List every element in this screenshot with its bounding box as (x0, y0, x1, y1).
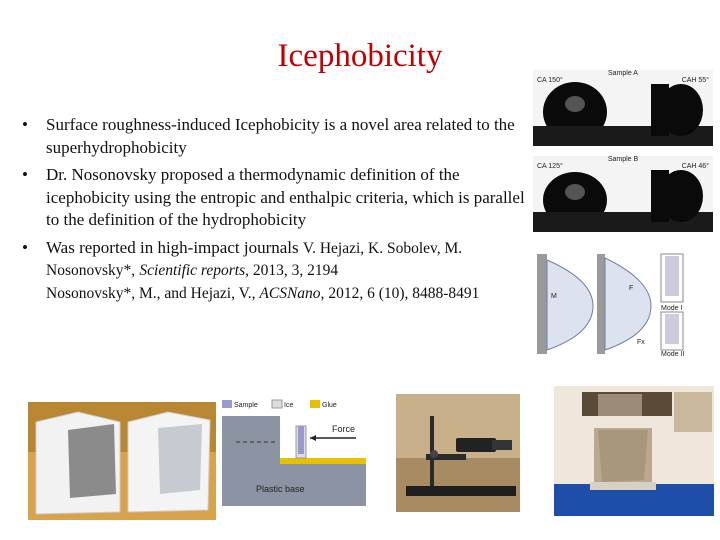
bullet-item (18, 164, 528, 232)
mode-2-label: Mode II (661, 351, 685, 358)
glue-legend: Glue (322, 402, 337, 409)
reference-1-details: , 2013, 3, 2194 (245, 262, 339, 279)
droplet-figure (533, 62, 713, 236)
bullet-list (18, 114, 528, 309)
ca-b-label: CA 125° (537, 163, 563, 170)
droplet-a-tilted (659, 84, 703, 136)
bullet-text: Was reported in high-impact journals (46, 237, 299, 257)
bullet-glyph: • (22, 165, 28, 184)
force-label: F (629, 285, 634, 292)
reference-2-details: 2012, 6 (10), 8488-8491 (324, 284, 480, 302)
ca-a-label: CA 150° (537, 77, 563, 84)
force-legend: Force (332, 424, 356, 434)
bullet-item (18, 237, 528, 305)
slide-title: Icephobicity (277, 38, 443, 74)
fracture-test-photo (554, 386, 714, 516)
ice-legend: Ice (284, 402, 294, 409)
bullet-text: Surface roughness-induced Icephobicity is a novel area related to the superhydrophobicity (46, 115, 515, 157)
reference-1-authors: V. Hejazi, K. Sobolev, M. Nosonovsky*, (46, 239, 463, 279)
droplet-b-tilted (659, 170, 703, 222)
glue-swatch (310, 400, 320, 408)
moment-label: M (551, 293, 557, 300)
sample-swatch (222, 400, 232, 408)
bullet-glyph: • (22, 237, 28, 257)
test-setup-diagram (216, 396, 386, 516)
cah-a-label: CAH 55° (681, 77, 709, 84)
bullet-item (18, 114, 528, 159)
sample-b-label: Sample B (607, 156, 639, 163)
bullet-text: Dr. Nosonovsky proposed a thermodynamic definition of the icephobicity using the entropic and enthalpic criteria, which is parallel to the definition of the hydrophobicity (46, 165, 525, 229)
reference-2-authors: Nosonovsky*, M., and Hejazi, V., (46, 284, 260, 302)
cah-b-label: CAH 46° (681, 163, 709, 170)
mode-1-label: Mode I (661, 305, 683, 312)
reference-2-journal: ACSNano, (259, 284, 325, 302)
force-x-label: Fx (637, 339, 645, 346)
apparatus-photo (396, 394, 520, 512)
ice-blocks-photo (28, 402, 216, 520)
sample-a-label: Sample A (608, 70, 638, 77)
bullet-glyph: • (22, 115, 28, 134)
reference-1-journal: Scientific reports (139, 262, 246, 279)
force-diagram (533, 250, 713, 358)
base-label: Plastic base (256, 484, 305, 494)
sample-legend: Sample (234, 402, 258, 409)
ice-swatch (272, 400, 282, 408)
